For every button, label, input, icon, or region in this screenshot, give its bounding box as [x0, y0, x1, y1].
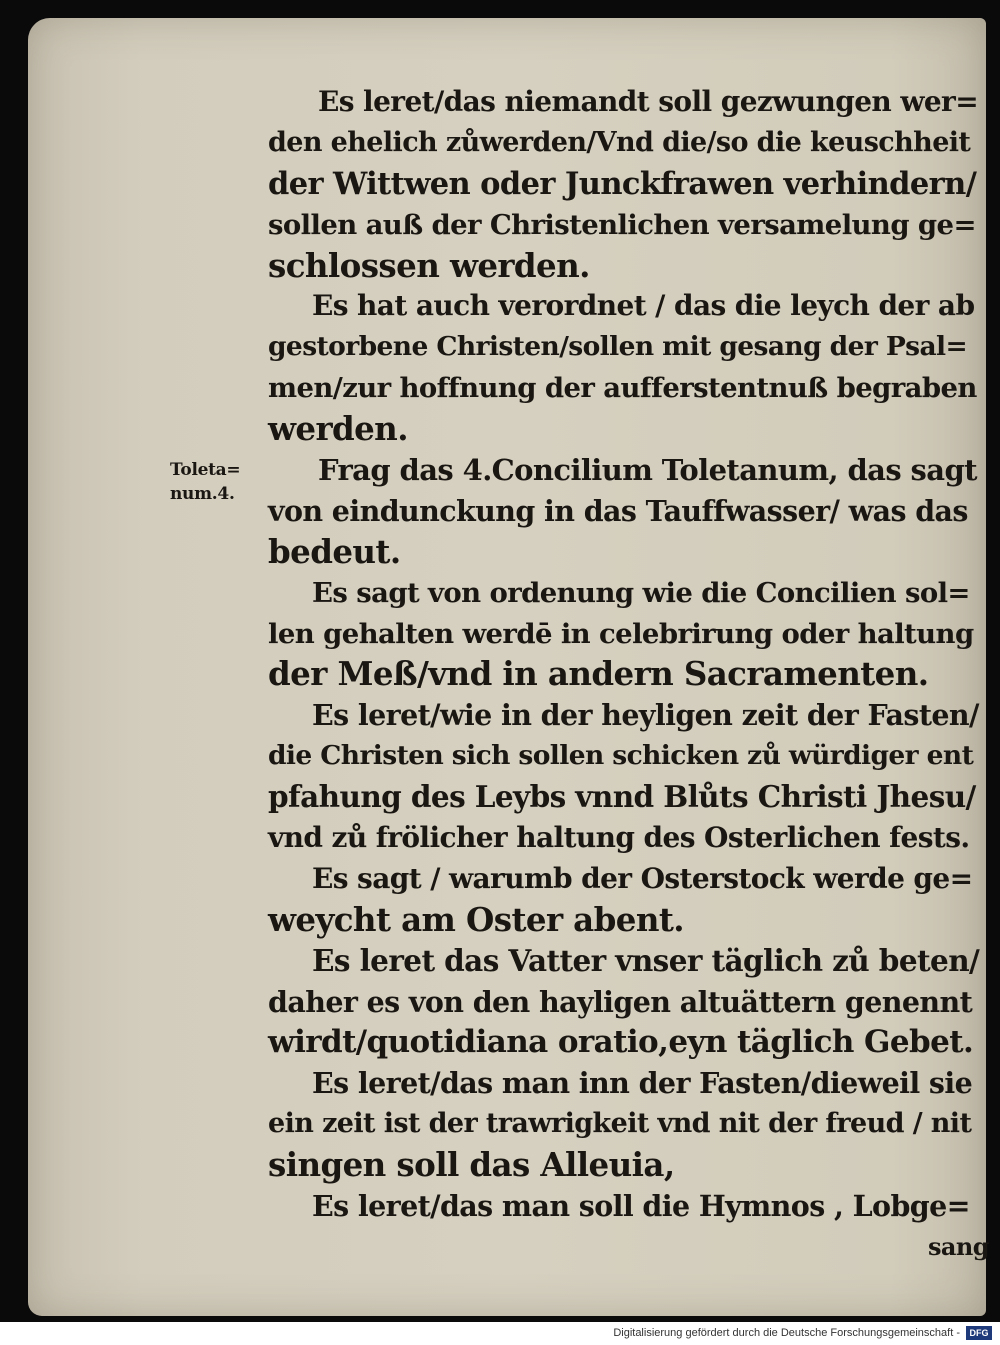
text-line: weycht am Oster abent. [268, 899, 684, 939]
text-line: den ehelich zůwerden/Vnd die/so die keuschheit [268, 126, 971, 158]
text-line: men/zur hoffnung der aufferstentnuß begraben [268, 372, 977, 405]
margin-note-line: Toleta= [170, 460, 241, 480]
text-line: sang [928, 1231, 989, 1261]
text-line: Es leret/das niemandt soll gezwungen wer= [318, 85, 979, 118]
margin-note [170, 458, 240, 506]
body-text [268, 82, 989, 1268]
text-line: der Wittwen oder Junckfrawen verhindern/ [268, 165, 977, 202]
text-line: Es leret das Vatter vnser täglich zů beten/ [312, 942, 980, 978]
text-line: werden. [268, 409, 408, 449]
text-line: vnd zů frölicher haltung des Osterlichen fests. [268, 821, 970, 855]
text-line: ein zeit ist der trawrigkeit vnd nit der freud / nit [268, 1108, 972, 1140]
text-line: singen soll das Alleuia, [268, 1145, 675, 1185]
text-line: die Christen sich sollen schicken zů würdiger ent [268, 740, 974, 772]
text-line: Es sagt / warumb der Osterstock werde ge= [312, 861, 973, 895]
text-line: gestorbene Christen/sollen mit gesang der Psal= [268, 331, 968, 363]
text-line: bedeut. [268, 531, 401, 571]
text-line: der Meß/vnd in andern Sacramenten. [268, 654, 929, 694]
text-line: von eindunckung in das Tauffwasser/ was das [268, 493, 968, 528]
text-line: Frag das 4.Concilium Toletanum, das sagt [318, 453, 977, 488]
text-line: Es leret/wie in der heyligen zeit der Fasten/ [312, 698, 979, 733]
dfg-logo: DFG [966, 1326, 992, 1340]
text-line: len gehalten werdē in celebrirung oder haltung [268, 617, 974, 650]
footer-bar [0, 1322, 1000, 1345]
text-line: pfahung des Leybs vnnd Blůts Christi Jhesu/ [268, 779, 976, 815]
text-line: Es leret/das man soll die Hymnos , Lobge= [312, 1189, 970, 1224]
funding-credit: Digitalisierung gefördert durch die Deutsche Forschungsgemeinschaft - [613, 1327, 960, 1339]
text-line: schlossen werden. [268, 245, 590, 285]
text-line: Es sagt von ordenung wie die Concilien sol= [312, 576, 970, 609]
text-line: Es hat auch verordnet / das die leych der ab [312, 289, 975, 323]
text-line: daher es von den hayligen altuättern genennt [268, 984, 973, 1019]
text-line: Es leret/das man inn der Fasten/dieweil sie [312, 1066, 973, 1101]
text-line: wirdt/quotidiana oratio,eyn täglich Gebet. [268, 1024, 974, 1061]
text-line: sollen auß der Christenlichen versamelung ge= [268, 208, 976, 241]
margin-note-line: num.4. [170, 484, 235, 504]
